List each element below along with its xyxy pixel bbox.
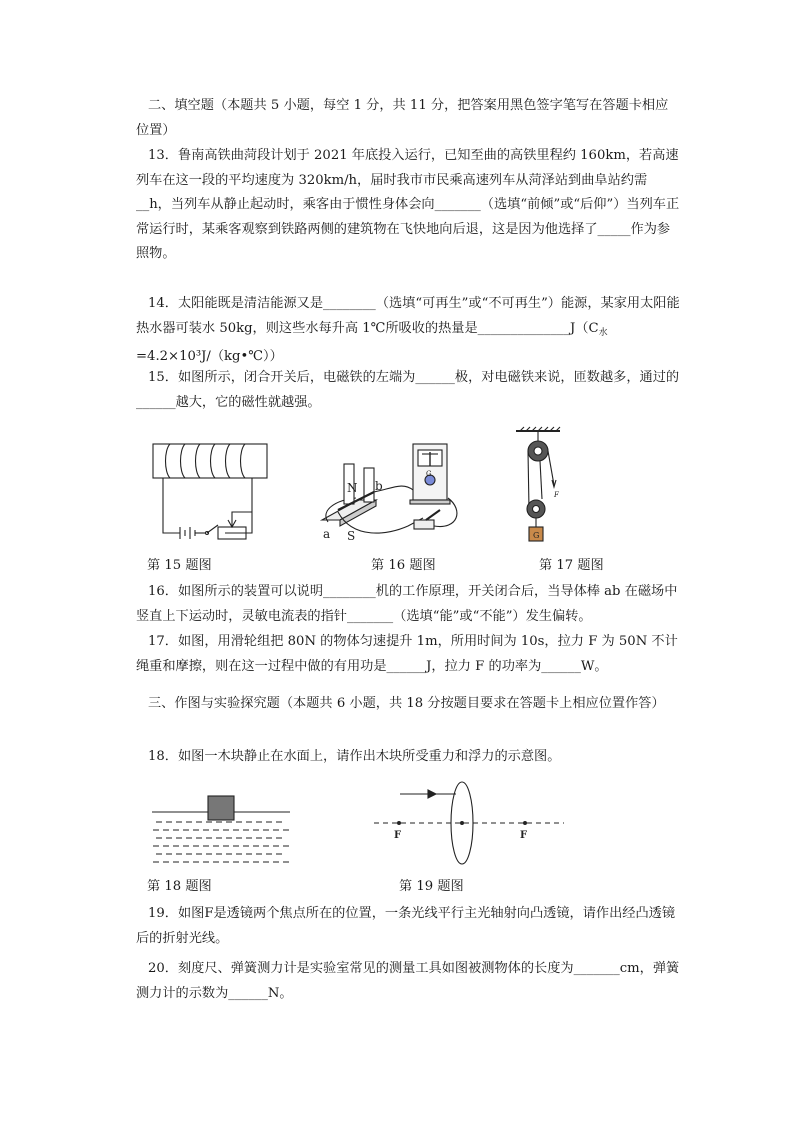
question-17: 17．如图，用滑轮组把 80N 的物体匀速提升 1m，所用时间为 10s，拉力 F 为 50N 不计绳重和摩擦，则在这一过程中做的有用功是______J，拉力 F 的功率为______W。 xyxy=(136,634,678,674)
label-a: a xyxy=(323,527,331,541)
figure-19-convex-lens xyxy=(372,780,567,868)
rope-pull xyxy=(548,451,554,485)
label-galvanometer: G xyxy=(426,470,432,478)
caption-figure-17: 第 17 题图 xyxy=(539,558,604,573)
focus-point-left xyxy=(397,821,401,825)
section-fill-in-blank-heading: 二、填空题（本题共 5 小题，每空 1 分，共 11 分，把答案用黑色签字笔写在答题卡相应位置） xyxy=(136,98,669,138)
figure-18-floating-block xyxy=(150,794,292,866)
wood-block xyxy=(208,796,234,820)
question-14-formula: =4.2×10³J/（kg•℃）） xyxy=(136,349,283,365)
caption-figure-16: 第 16 题图 xyxy=(371,558,436,573)
figure-17-pulley xyxy=(510,425,570,547)
switch-knife xyxy=(414,520,434,529)
question-15: 15．如图所示，闭合开关后，电磁铁的左端为______极，对电磁铁来说，匝数越多，通过的______越大，它的磁性就越强。 xyxy=(136,370,680,410)
question-16: 16．如图所示的装置可以说明________机的工作原理，开关闭合后，当导体棒 ab 在磁场中竖直上下运动时，灵敏电流表的指针_______（选填“能”或“不能”）发生偏转。 xyxy=(136,584,678,624)
caption-figure-19: 第 19 题图 xyxy=(399,879,464,894)
question-14 xyxy=(136,292,681,370)
water-hatching xyxy=(153,822,289,862)
coil-windings xyxy=(166,444,246,478)
question-20: 20．刻度尺、弹簧测力计是实验室常见的测量工具如图被测物体的长度为_______cm，弹簧测力计的示数为______N。 xyxy=(136,961,680,1001)
figure-15-electromagnet xyxy=(140,430,270,545)
question-13: 13．鲁南高铁曲菏段计划于 2021 年底投入运行，已知至曲的高铁里程约 160km，若高速列车在这一段的平均速度为 320km/h，届时我市市民乘高速列车从菏泽站到曲阜站约需__h，当列车从静止起动时，乘客由于惯性身体会向_______（选填“前倾”或“后仰”）当列车正常运行时，某乘客观察到铁路两侧的建筑物在飞快地向后退，这是因为他选择了_____作为参照物。 xyxy=(136,148,680,262)
section-drawing-experiment-heading: 三、作图与实验探究题（本题共 6 小题，共 18 分按题目要求在答题卡上相应位置作答） xyxy=(148,696,665,711)
label-focus-right: F xyxy=(520,830,528,841)
caption-figure-18: 第 18 题图 xyxy=(147,879,212,894)
question-18: 18．如图一木块静止在水面上，请作出木块所受重力和浮力的示意图。 xyxy=(148,749,561,764)
label-focus-left: F xyxy=(394,830,402,841)
label-weight: G xyxy=(533,531,540,540)
focus-point-right xyxy=(523,821,527,825)
label-north: N xyxy=(347,481,358,495)
question-14-text: 14．太阳能既是清洁能源又是________（选填“可再生”或“不可再生”）能源，某家用太阳能热水器可装水 50kg，则这些水每升高 1℃所吸收的热量是______________J（C xyxy=(136,296,680,336)
caption-figure-15: 第 15 题图 xyxy=(147,558,212,573)
switch xyxy=(207,525,218,533)
question-19: 19．如图F是透镜两个焦点所在的位置，一条光线平行主光轴射向凸透镜，请作出经凸透镜后的折射光线。 xyxy=(136,906,676,946)
question-14-subscript: 水 xyxy=(598,327,608,338)
figure-16-generator xyxy=(318,440,468,545)
label-south: S xyxy=(347,529,356,543)
label-force: F xyxy=(554,491,559,499)
optical-center xyxy=(460,821,464,825)
label-b: b xyxy=(375,479,383,493)
